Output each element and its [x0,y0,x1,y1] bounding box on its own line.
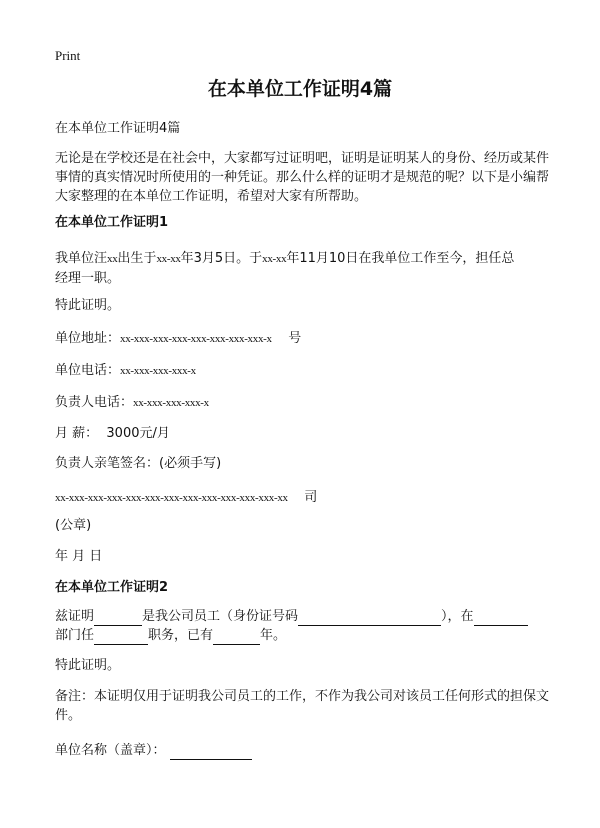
text: xx [107,253,118,265]
text: 出生于 [117,251,157,266]
value: xx-xxx-xxx-xxx-x [120,365,196,377]
seal-text: (公章) [55,518,92,533]
blank-field [94,611,142,626]
page-title: 在本单位工作证明4篇 [207,78,393,100]
intro-paragraph: 无论是在学校还是在社会中，大家都写过证明吧，证明是证明某人的身份、经历或某件事情的真实情况时所使用的一种凭证。那么什么样的证明才是规范的呢？以下是小编帮大家整理的在本单位工作证明，希望对大家有所帮助。 [55,151,550,204]
text: 职务，已有 [148,628,214,643]
text: xx-xx [156,253,181,265]
salary-line [55,424,550,443]
value: xx-xxx-xxx-xxx-xxx-xxx-xxx-xxx-xxx-xxx-xxx-xxx-xx [55,492,288,504]
section1-paragraph [55,249,550,288]
text: 经理一职。 [55,271,121,286]
blank-field [213,630,260,645]
blank-field [94,630,148,645]
blank-field [474,611,528,626]
label: 单位电话： [55,363,121,378]
text: 号 [288,331,302,346]
document-subtitle: 在本单位工作证明4篇 [55,121,181,136]
company-name-line [55,741,550,760]
value: 3000元/月 [106,426,170,441]
text: xx-xx [262,253,287,265]
company-line [55,488,550,508]
text: 部门任 [55,628,95,643]
certify-text: 特此证明。 [55,298,121,313]
address-line [55,329,550,349]
signature-line: 负责人亲笔签名：(必须手写) [55,456,222,471]
print-link[interactable]: Print [55,48,81,63]
section1-heading: 在本单位工作证明1 [55,215,169,230]
certify-text-2: 特此证明。 [55,658,121,673]
text: ），在 [441,609,474,624]
label: 单位名称（盖章）： [55,743,166,758]
manager-phone-line [55,393,550,413]
text: 年3月5日。于 [180,251,263,266]
text: 是我公司员工（身份证号码 [142,609,299,624]
phone-line [55,361,550,381]
text: 司 [304,490,318,505]
label: 单位地址： [55,331,121,346]
date-text: 年 月 日 [55,549,103,564]
section2-heading: 在本单位工作证明2 [55,580,169,595]
text: 年。 [260,628,287,643]
blank-field [298,611,441,626]
text: 年11月10日在我单位工作至今，担任总 [286,251,515,266]
note-paragraph: 备注：本证明仅用于证明我公司员工的工作，不作为我公司对该员工任何形式的担保文件。 [55,689,550,723]
text: 我单位汪 [55,251,108,266]
label: 月 薪： [55,426,99,441]
section2-paragraph [55,607,550,645]
label: 负责人电话： [55,395,134,410]
text: 兹证明 [55,609,95,624]
blank-field [170,745,252,760]
value: xx-xxx-xxx-xxx-x [133,397,209,409]
value: xx-xxx-xxx-xxx-xxx-xxx-xxx-xxx-x [120,333,272,345]
